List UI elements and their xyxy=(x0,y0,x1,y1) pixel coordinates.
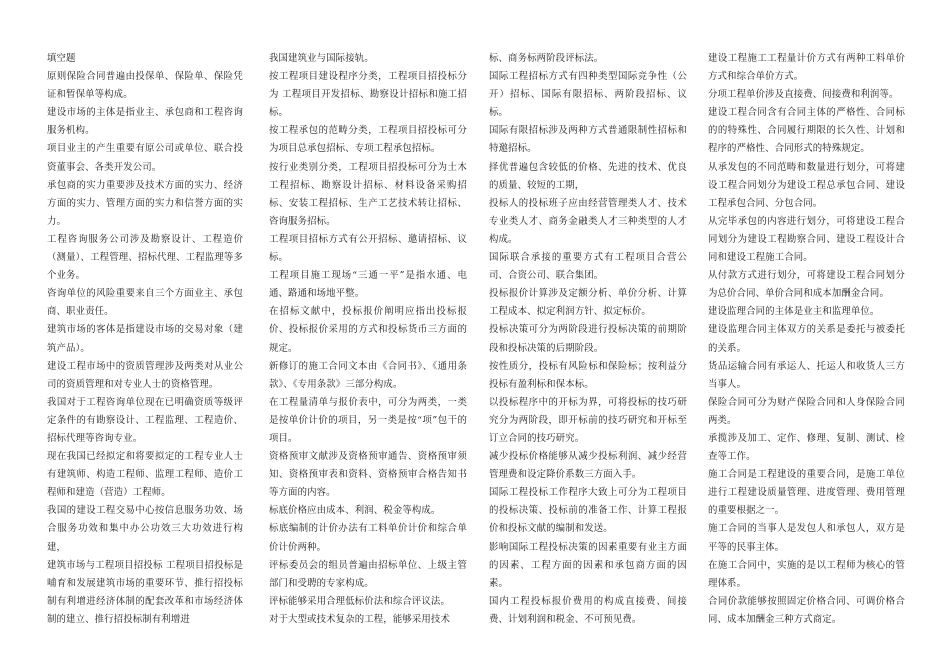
text-column-2 xyxy=(269,50,467,629)
paragraph: 标、商务标两阶段评标法。 xyxy=(489,53,604,64)
paragraph: 在工程量清单与报价表中，可分为两类，一类是按单价计价的项目，另一类是按“项”包干的项目。 xyxy=(269,396,467,444)
paragraph: 按性质分，投标有风险标和保险标；按利益分投标有盈利标和保本标。 xyxy=(489,360,687,390)
paragraph: 国际工程投标工作程序大致上可分为工程项目的投标决策、投标前的准备工作、计算工程报价和投标文献的编制和发送。 xyxy=(489,487,687,535)
paragraph: 建设工程施工工程量计价方式有两种工料单价方式和综合单价方式。 xyxy=(708,53,905,83)
paragraph: 我国对于工程咨询单位现在已明确资质等级评定条件的有勘察设计、工程监理、工程造价、招标代理等咨询专业。 xyxy=(47,396,243,444)
paragraph: 标底编制的计价办法有工料单价计价和综合单价计价两种。 xyxy=(269,523,467,553)
paragraph: 承揽涉及加工、定作、修理、复制、测试、检查等工作。 xyxy=(708,432,905,463)
paragraph: 建设工程合同含有合同主体的严格性、合同标的的特殊性、合同履行期限的长久性、计划和程序的严格性、合同形式的特殊规定。 xyxy=(708,107,905,155)
paragraph: 工程项目施工现场“三通一平”是指水通、电通、路通和场地平整。 xyxy=(269,270,467,300)
paragraph: 原则保险合同普遍由投保单、保险单、保险凭证和暂保单等构成。 xyxy=(47,71,243,101)
paragraph: 新修订的施工合同文本由《合同书》、《通用条款》、《专用条款》三部分构成。 xyxy=(269,360,467,390)
paragraph: 现在我国已经拟定和将要拟定的工程专业人士有建筑师、构造工程师、监理工程师、造价工程师和建造（营造）工程师。 xyxy=(47,451,243,499)
text-column-4 xyxy=(708,50,905,629)
paragraph: 施工合同是工程建设的重要合同，是施工单位进行工程建设质量管理、进度管理、费用管理的重要根据之一。 xyxy=(708,469,905,517)
paragraph: 影响国际工程投标决策的因素重要有业主方面的因素、工程方面的因素和承包商方面的因素。 xyxy=(489,541,687,589)
paragraph: 咨询单位的风险重要来自三个方面业主、承包商、职业责任。 xyxy=(47,288,243,318)
paragraph: 建筑市场与工程项目招投标 工程项目招投标是哺育和发展建筑市场的重要环节、推行招投标制有利增进经济体制的配套改革和市场经济体制的建立、推行招投标制有利增进 xyxy=(47,559,243,625)
paragraph: 工程咨询服务公司涉及勘察设计、工程造价（测量）、工程管理、招标代理、工程监理等多个业务。 xyxy=(47,233,243,282)
paragraph: 从完毕承包的内容进行划分，可将建设工程合同划分为建设工程勘察合同、建设工程设计合同和建设工程施工合同。 xyxy=(708,215,905,264)
paragraph: 投标决策可分为两阶段进行投标决策的前期阶段和投标决策的后期阶段。 xyxy=(489,324,687,354)
paragraph: 评标能够采用合理低标价法和综合评议法。 xyxy=(269,595,450,607)
paragraph: 项目业主的产生重要有原公司或单位、联合投资董事会、各类开发公司。 xyxy=(47,143,243,173)
paragraph: 按工程承包的范畴分类，工程项目招投标可分为项目总承包招标、专项工程承包招标。 xyxy=(269,125,467,155)
paragraph: 分项工程单价涉及直接费、间接费和利润等。 xyxy=(708,89,899,101)
paragraph: 国际工程招标方式有四种类型国际竞争性（公开）招标、国际有限招标、两阶段招标、议标。 xyxy=(489,71,687,119)
paragraph: 从承发包的不同范畴和数量进行划分，可将建设工程合同划分为建设工程总承包合同、建设工程承包合同、分包合同。 xyxy=(708,161,905,209)
text-column-3 xyxy=(489,50,687,629)
paragraph: 合同价款能够按照固定价格合同、可调价格合同、成本加酬金三种方式商定。 xyxy=(708,595,905,625)
paragraph: 在招标文献中，投标报价阐明应指出投标报价、投标报价采用的方式和投标货币三方面的规定。 xyxy=(269,306,467,354)
paragraph: 投标报价计算涉及定额分析、单价分析、计算工程成本、拟定利润方针、拟定标价。 xyxy=(489,288,687,318)
paragraph: 择优普遍包含较低的价格、先进的技术、优良的质量、较短的工期， xyxy=(489,161,687,191)
paragraph: 减少投标价格能够从减少投标利润、减少经营管理费和设定降价系数三方面入手。 xyxy=(489,451,687,481)
paragraph: 按工程项目建设程序分类，工程项目招投标分为 工程项目开发招标、勘察设计招标和施工招标。 xyxy=(269,71,467,119)
text-column-1 xyxy=(47,50,243,629)
paragraph: 资格预审文献涉及资格预审通告、资格预审须知、资格预审表和资料、资格预审合格告知书等方面的内容。 xyxy=(269,451,467,499)
paragraph: 评标委员会的组员普遍由招标单位、上级主管部门和受聘的专家构成。 xyxy=(269,559,467,589)
paragraph: 货品运输合同有承运人、托运人和收货人三方当事人。 xyxy=(708,360,905,390)
section-heading: 填空题 xyxy=(47,53,76,64)
paragraph: 工程项目招标方式有公开招标、邀请招标、议标。 xyxy=(269,233,467,264)
paragraph: 我国建筑业与国际接轨。 xyxy=(269,53,374,64)
paragraph: 在施工合同中，实施的是以工程师为核心的管理体系。 xyxy=(708,559,905,589)
paragraph: 保险合同可分为财产保险合同和人身保险合同两类。 xyxy=(708,396,905,426)
paragraph: 按行业类别分类，工程项目招投标可分为土木工程招标、勘察设计招标、材料设备采购招标、安装工程招标、生产工艺技术转让招标、咨询服务招标。 xyxy=(269,161,467,227)
paragraph: 国内工程投标报价费用的构成直接费、间接费、计划利润和税金、不可预见费。 xyxy=(489,595,687,625)
paragraph: 投标人的投标班子应由经营管理类人才、技术专业类人才、商务金融类人才三种类型的人才构成。 xyxy=(489,197,687,245)
paragraph: 建设监理合同的主体是业主和监理单位。 xyxy=(708,306,880,318)
paragraph: 施工合同的当事人是发包人和承包人，双方是平等的民事主体。 xyxy=(708,523,905,553)
paragraph: 以投标程序中的开标为界，可将投标的技巧研究分为两阶段，即开标前的技巧研究和开标至订立合同的技巧研究。 xyxy=(489,396,687,444)
paragraph: 对于大型或技术复杂的工程，能够采用技术 xyxy=(269,613,450,625)
paragraph: 我国的建设工程交易中心按信息服务功效、场合服务功效和集中办公功效三大功效进行构建， xyxy=(47,505,243,553)
paragraph: 建筑市场的客体是指建设市场的交易对象（建筑产品）。 xyxy=(47,324,243,354)
paragraph: 建设工程市场中的资质管理涉及两类对从业公司的资质管理和对专业人士的资格管理。 xyxy=(47,360,243,390)
paragraph: 建设监理合同主体双方的关系是委托与被委托的关系。 xyxy=(708,324,905,354)
paragraph: 国际联合承接的重要方式有工程项目合营公司、合资公司、联合集团。 xyxy=(489,252,687,282)
paragraph: 建设市场的主体是指业主、承包商和工程咨询服务机构。 xyxy=(47,107,243,137)
paragraph: 标底价格应由成本、利润、税金等构成。 xyxy=(269,505,441,517)
paragraph: 国际有限招标涉及两种方式普通限制性招标和特邀招标。 xyxy=(489,125,687,155)
paragraph: 从付款方式进行划分，可将建设工程合同划分为总价合同、单价合同和成本加酬金合同。 xyxy=(708,270,905,300)
paragraph: 承包商的实力重要涉及技术方面的实力、经济方面的实力、管理方面的实力和信誉方面的实力。 xyxy=(47,179,243,227)
